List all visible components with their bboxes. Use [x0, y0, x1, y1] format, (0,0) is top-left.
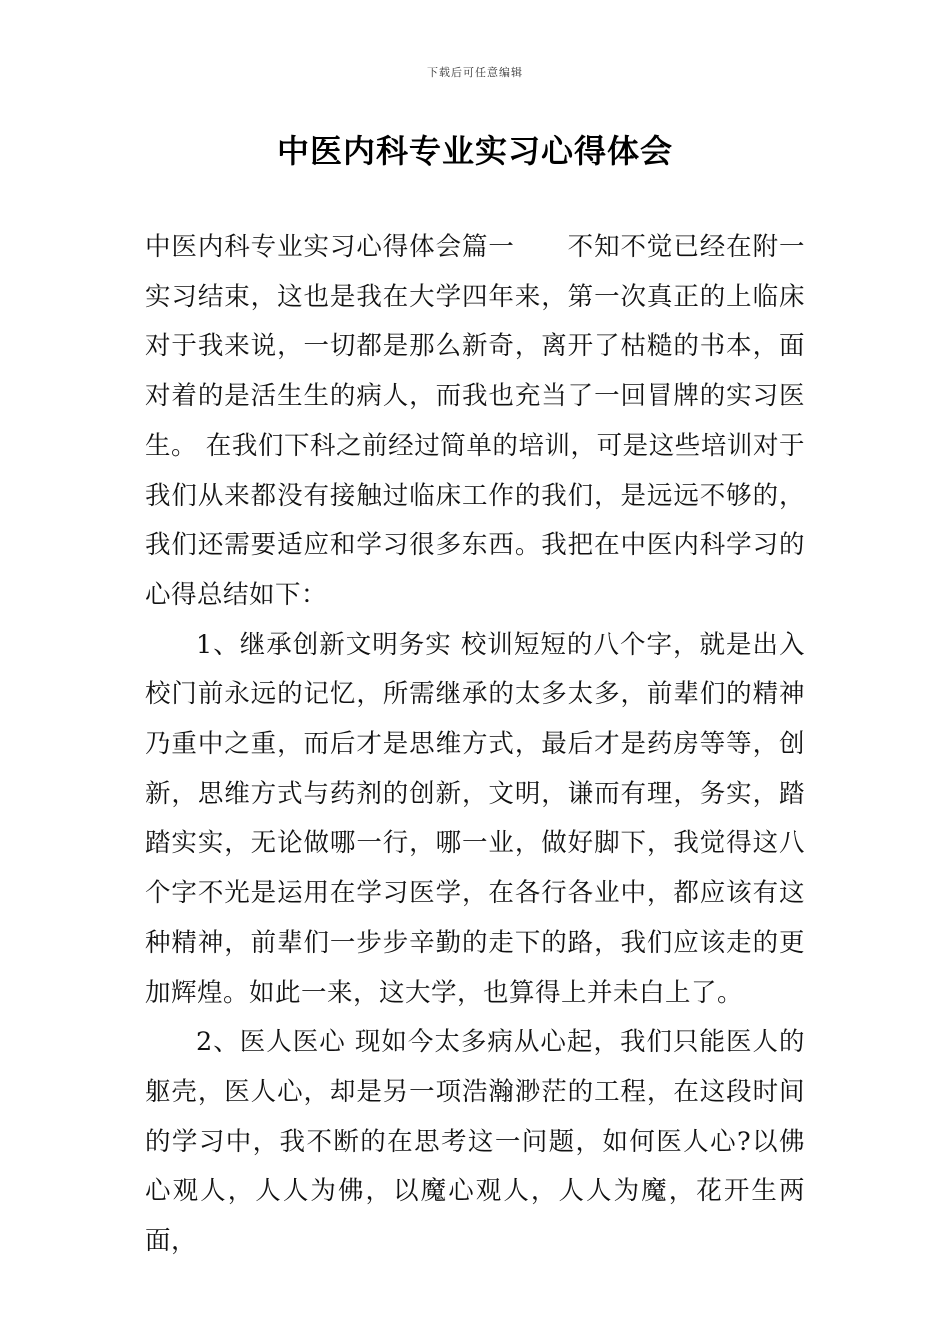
document-title: 中医内科专业实习心得体会: [276, 132, 673, 170]
document-body: [145, 223, 805, 1267]
paragraph-intro: 中医内科专业实习心得体会篇一 不知不觉已经在附一实习结束，这也是我在大学四年来，第一次真正的上临床对于我来说，一切都是那么新奇，离开了枯糙的书本，面对着的是活生生的病人，而我也充当了一回冒牌的实习医生。 在我们下科之前经过简单的培训，可是这些培训对于我们从来都没有接触过临床工作的我们，是远远不够的，我们还需要适应和学习很多东西。我把在中医内科学习的心得总结如下：: [145, 232, 805, 610]
header-note: 下载后可任意编辑: [427, 66, 523, 79]
paragraph-point-1: 1、继承创新文明务实 校训短短的八个字，就是出入校门前永远的记忆，所需继承的太多太多，前辈们的精神乃重中之重，而后才是思维方式，最后才是药房等等，创新，思维方式与药剂的创新，文明，谦而有理，务实，踏踏实实，无论做哪一行，哪一业，做好脚下，我觉得这八个字不光是运用在学习医学，在各行各业中，都应该有这种精神，前辈们一步步辛勤的走下的路，我们应该走的更加辉煌。如此一来，这大学，也算得上并未白上了。: [145, 629, 805, 1008]
paragraph-point-2: 2、医人医心 现如今太多病从心起，我们只能医人的躯壳，医人心，却是另一项浩瀚渺茫的工程，在这段时间的学习中，我不断的在思考这一问题，如何医人心?以佛心观人，人人为佛，以魔心观人，人人为魔，花开生两面，: [145, 1027, 805, 1257]
